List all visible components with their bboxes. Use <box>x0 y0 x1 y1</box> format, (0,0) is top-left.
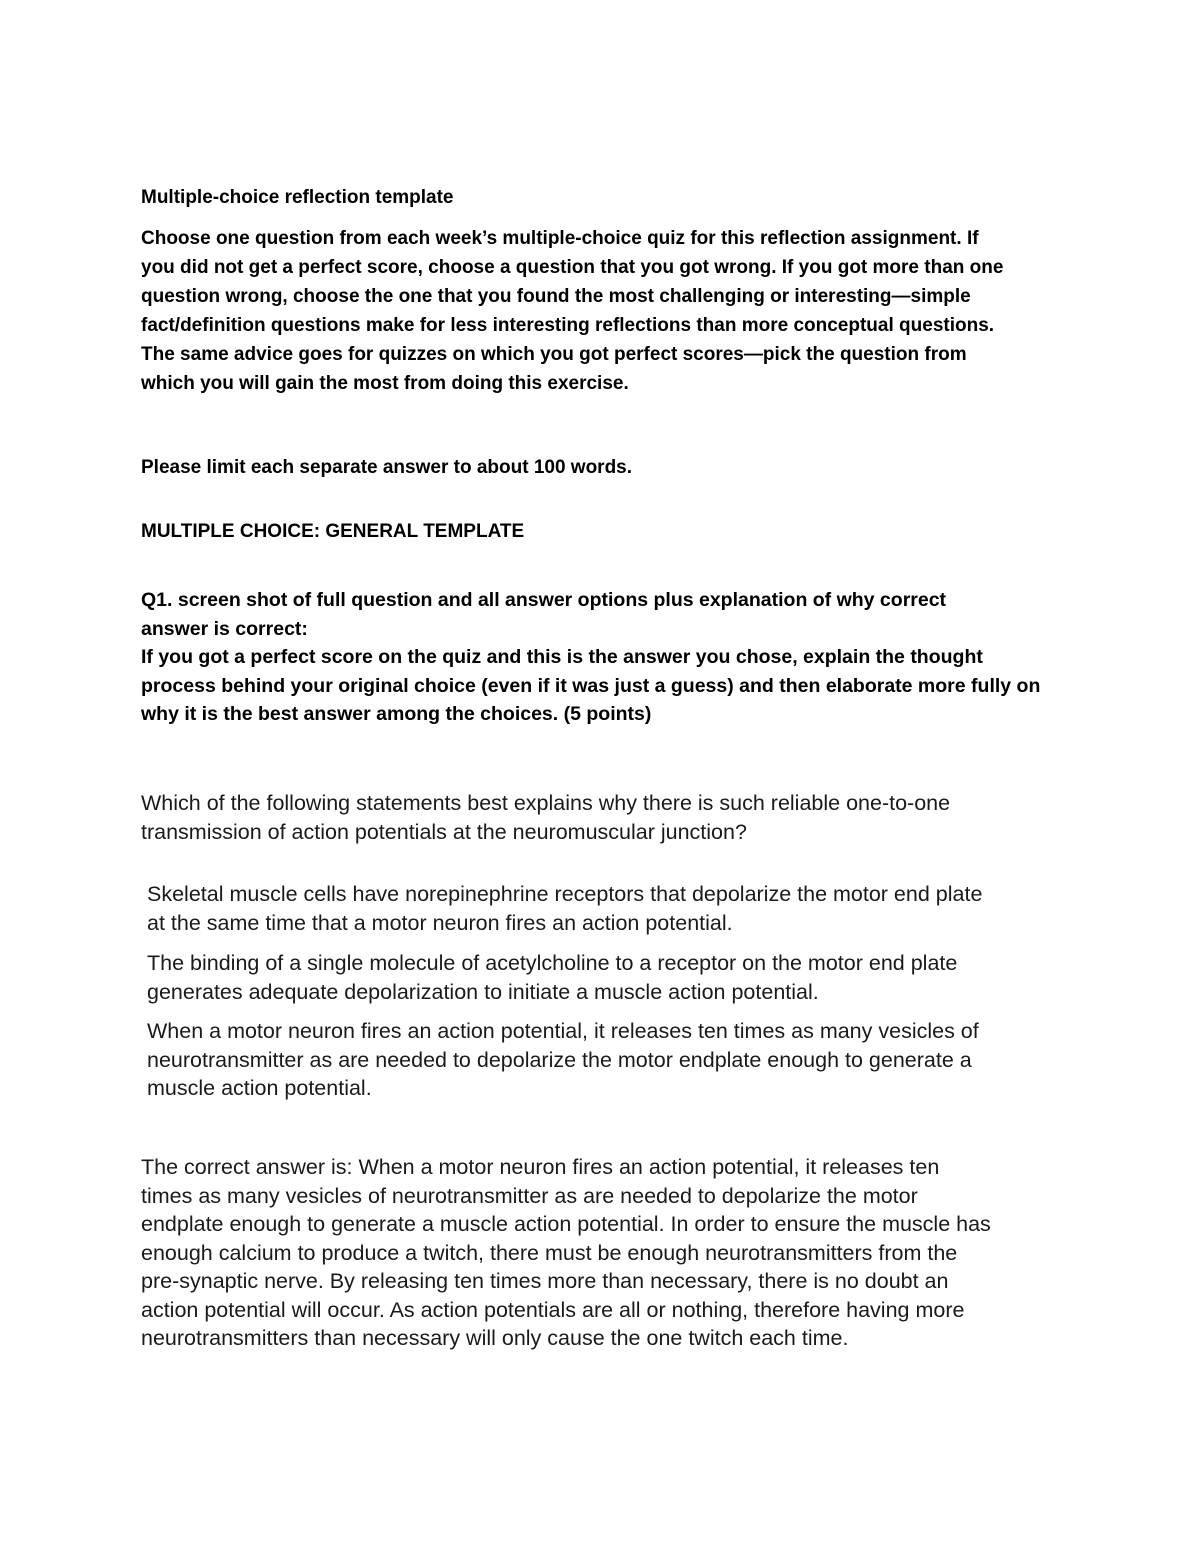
question-stem-line: transmission of action potentials at the neuromuscular junction? <box>141 819 747 844</box>
answer-explanation <box>141 1153 1071 1353</box>
instructions-line: you did not get a perfect score, choose a question that you got wrong. If you got more than one <box>141 257 1004 278</box>
q1-instructions <box>141 643 1071 729</box>
answer-option-line: When a motor neuron fires an action potential, it releases ten times as many vesicles of <box>147 1019 979 1043</box>
q1-instructions-line: If you got a perfect score on the quiz and this is the answer you chose, explain the thought <box>141 646 983 668</box>
section-heading-text: MULTIPLE CHOICE: GENERAL TEMPLATE <box>141 521 525 542</box>
answer-option <box>141 1017 1077 1103</box>
answer-explanation-line: pre-synaptic nerve. By releasing ten times more than necessary, there is no doubt an <box>141 1269 949 1293</box>
answer-option-line: The binding of a single molecule of acetylcholine to a receptor on the motor end plate <box>147 951 958 975</box>
q1-heading <box>141 586 1071 643</box>
title-text: Multiple-choice reflection template <box>141 187 454 208</box>
answer-explanation-line: times as many vesicles of neurotransmitter as are needed to depolarize the motor <box>141 1183 918 1208</box>
answer-option-line: neurotransmitter as are needed to depolarize the motor endplate enough to generate a <box>147 1047 972 1072</box>
answer-explanation-line: enough calcium to produce a twitch, there must be enough neurotransmitters from the <box>141 1240 958 1265</box>
document-title <box>141 183 1071 212</box>
q1-heading-line: answer is correct: <box>141 617 308 640</box>
instructions-line: The same advice goes for quizzes on which you got perfect scores—pick the question from <box>141 344 967 365</box>
answer-option-line: at the same time that a motor neuron fires an action potential. <box>147 910 733 935</box>
answer-explanation-line: The correct answer is: When a motor neuron fires an action potential, it releases ten <box>141 1155 940 1179</box>
q1-instructions-line: process behind your original choice (even if it was just a guess) and then elaborate more fully on <box>141 674 1041 697</box>
answer-option-line: muscle action potential. <box>147 1076 372 1100</box>
instructions-line: Choose one question from each week’s multiple-choice quiz for this reflection assignment. If <box>141 228 979 249</box>
instructions-line: which you will gain the most from doing this exercise. <box>141 373 629 394</box>
answer-explanation-line: endplate enough to generate a muscle action potential. In order to ensure the muscle has <box>141 1212 991 1236</box>
answer-explanation-line: action potential will occur. As action potentials are all or nothing, therefore having more <box>141 1297 965 1322</box>
answer-option-line: Skeletal muscle cells have norepinephrine receptors that depolarize the motor end plate <box>147 882 983 906</box>
q1-heading-line: Q1. screen shot of full question and all answer options plus explanation of why correct <box>141 589 947 611</box>
question-stem-line: Which of the following statements best explains why there is such reliable one-to-one <box>141 791 951 815</box>
instructions-line: question wrong, choose the one that you found the most challenging or interesting—simple <box>141 286 971 307</box>
q1-instructions-line: why it is the best answer among the choices. (5 points) <box>141 703 652 725</box>
instructions-paragraph <box>141 224 1071 398</box>
answer-option-line: generates adequate depolarization to initiate a muscle action potential. <box>147 979 819 1004</box>
word-limit-text: Please limit each separate answer to about 100 words. <box>141 457 633 478</box>
instructions-line: fact/definition questions make for less interesting reflections than more conceptual questions. <box>141 315 995 336</box>
answer-option <box>141 949 1077 1006</box>
question-stem <box>141 789 1071 846</box>
answer-option <box>141 880 1077 937</box>
word-limit-note <box>141 453 1071 482</box>
answer-explanation-line: neurotransmitters than necessary will only cause the one twitch each time. <box>141 1326 849 1350</box>
section-heading <box>141 517 1071 546</box>
